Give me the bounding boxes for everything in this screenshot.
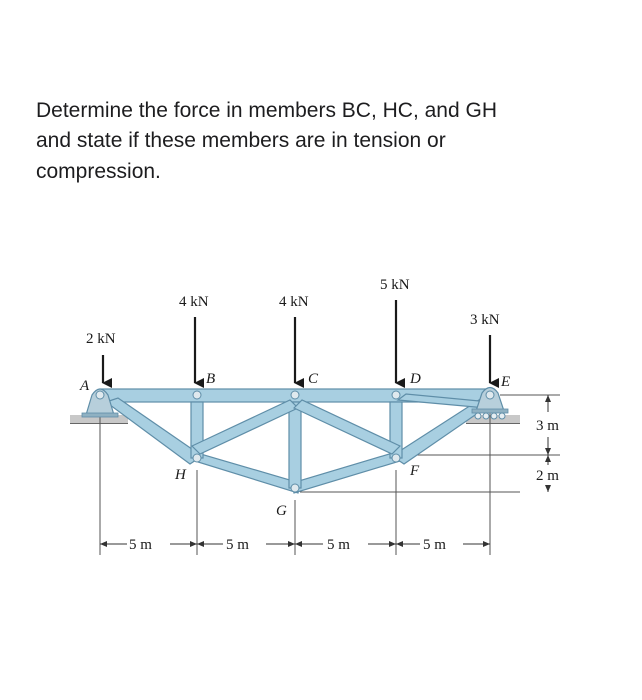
dim-label-span2: 5 m	[226, 537, 249, 553]
member-CG	[289, 402, 301, 488]
load-label-B: 4 kN	[179, 294, 209, 310]
node-label-E: E	[501, 374, 511, 390]
node-label-D: D	[410, 371, 421, 387]
node-label-A: A	[80, 378, 90, 394]
member-AH	[106, 398, 202, 464]
dim-label-span3: 5 m	[327, 537, 350, 553]
node-label-C: C	[308, 371, 319, 387]
member-CF	[294, 400, 400, 454]
node-label-H: H	[175, 467, 186, 483]
member-HC	[192, 400, 298, 454]
joint-G	[291, 484, 299, 492]
question-line-1: Determine the force in members BC, HC, and GH	[36, 99, 497, 122]
question-line-3: compression.	[36, 159, 161, 183]
joint-A	[96, 391, 104, 399]
member-HG	[194, 452, 300, 493]
joint-F	[392, 454, 400, 462]
load-arrows	[103, 300, 490, 383]
truss-members	[100, 389, 494, 493]
dim-label-span1: 5 m	[129, 537, 152, 553]
dim-label-height1: 3 m	[536, 418, 559, 434]
joint-B	[193, 391, 201, 399]
load-label-D: 5 kN	[380, 277, 410, 293]
node-label-B: B	[206, 371, 216, 387]
load-label-C: 4 kN	[279, 294, 309, 310]
node-label-F: F	[410, 463, 420, 479]
joint-E	[486, 391, 494, 399]
load-label-A: 2 kN	[86, 331, 116, 347]
joint-H	[193, 454, 201, 462]
dim-label-height2: 2 m	[536, 468, 559, 484]
node-label-G: G	[276, 503, 287, 519]
question-line-2: and state if these members are in tension or	[36, 129, 446, 153]
dim-label-span4: 5 m	[423, 537, 446, 553]
joint-C	[291, 391, 299, 399]
load-label-E: 3 kN	[470, 312, 500, 328]
member-GF	[292, 452, 400, 493]
joint-D	[392, 391, 400, 399]
